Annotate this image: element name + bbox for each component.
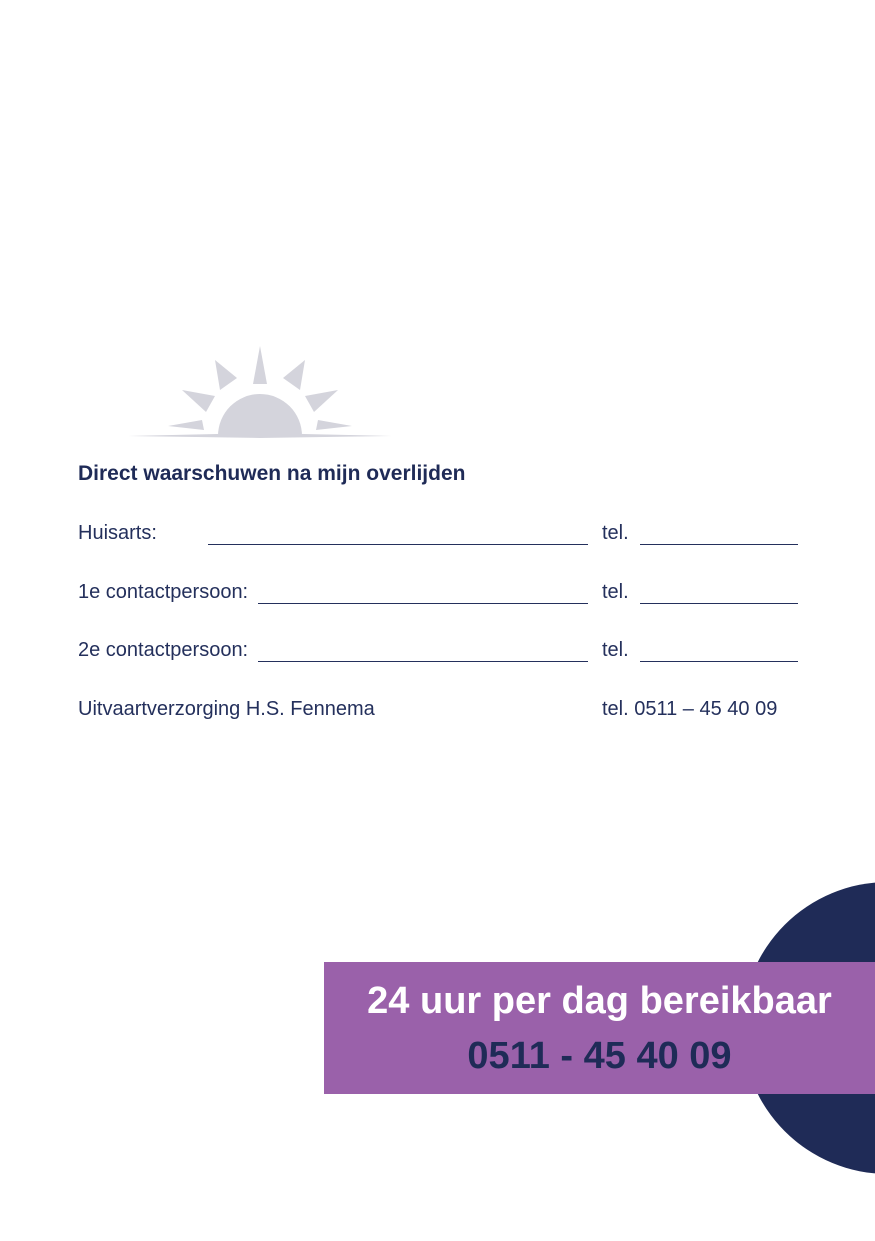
banner-phone-number: 0511 - 45 40 09 <box>467 1035 732 1077</box>
name-fill-line <box>258 603 588 604</box>
contact-row-contactpersoon-1 <box>0 581 875 611</box>
tel-fill-line <box>640 603 798 604</box>
contact-row-huisarts <box>0 522 875 552</box>
tel-label: tel. <box>602 639 629 661</box>
tel-fill-line <box>640 661 798 662</box>
availability-banner <box>324 962 875 1094</box>
row-label: 1e contactpersoon: <box>78 581 249 603</box>
name-fill-line <box>258 661 588 662</box>
section-heading: Direct waarschuwen na mijn overlijden <box>78 462 466 485</box>
availability-text: 24 uur per dag bereikbaar <box>367 980 832 1022</box>
row-label: Huisarts: <box>78 522 157 544</box>
contact-row-contactpersoon-2 <box>0 639 875 669</box>
tel-label: tel. <box>602 581 629 603</box>
contact-row-uitvaartverzorging <box>0 698 875 728</box>
tel-label: tel. <box>602 522 629 544</box>
name-fill-line <box>208 544 588 545</box>
rising-sun-icon <box>120 340 400 440</box>
row-label: Uitvaartverzorging H.S. Fennema <box>78 698 375 720</box>
tel-number: tel. 0511 – 45 40 09 <box>602 698 778 720</box>
row-label: 2e contactpersoon: <box>78 639 249 661</box>
tel-fill-line <box>640 544 798 545</box>
